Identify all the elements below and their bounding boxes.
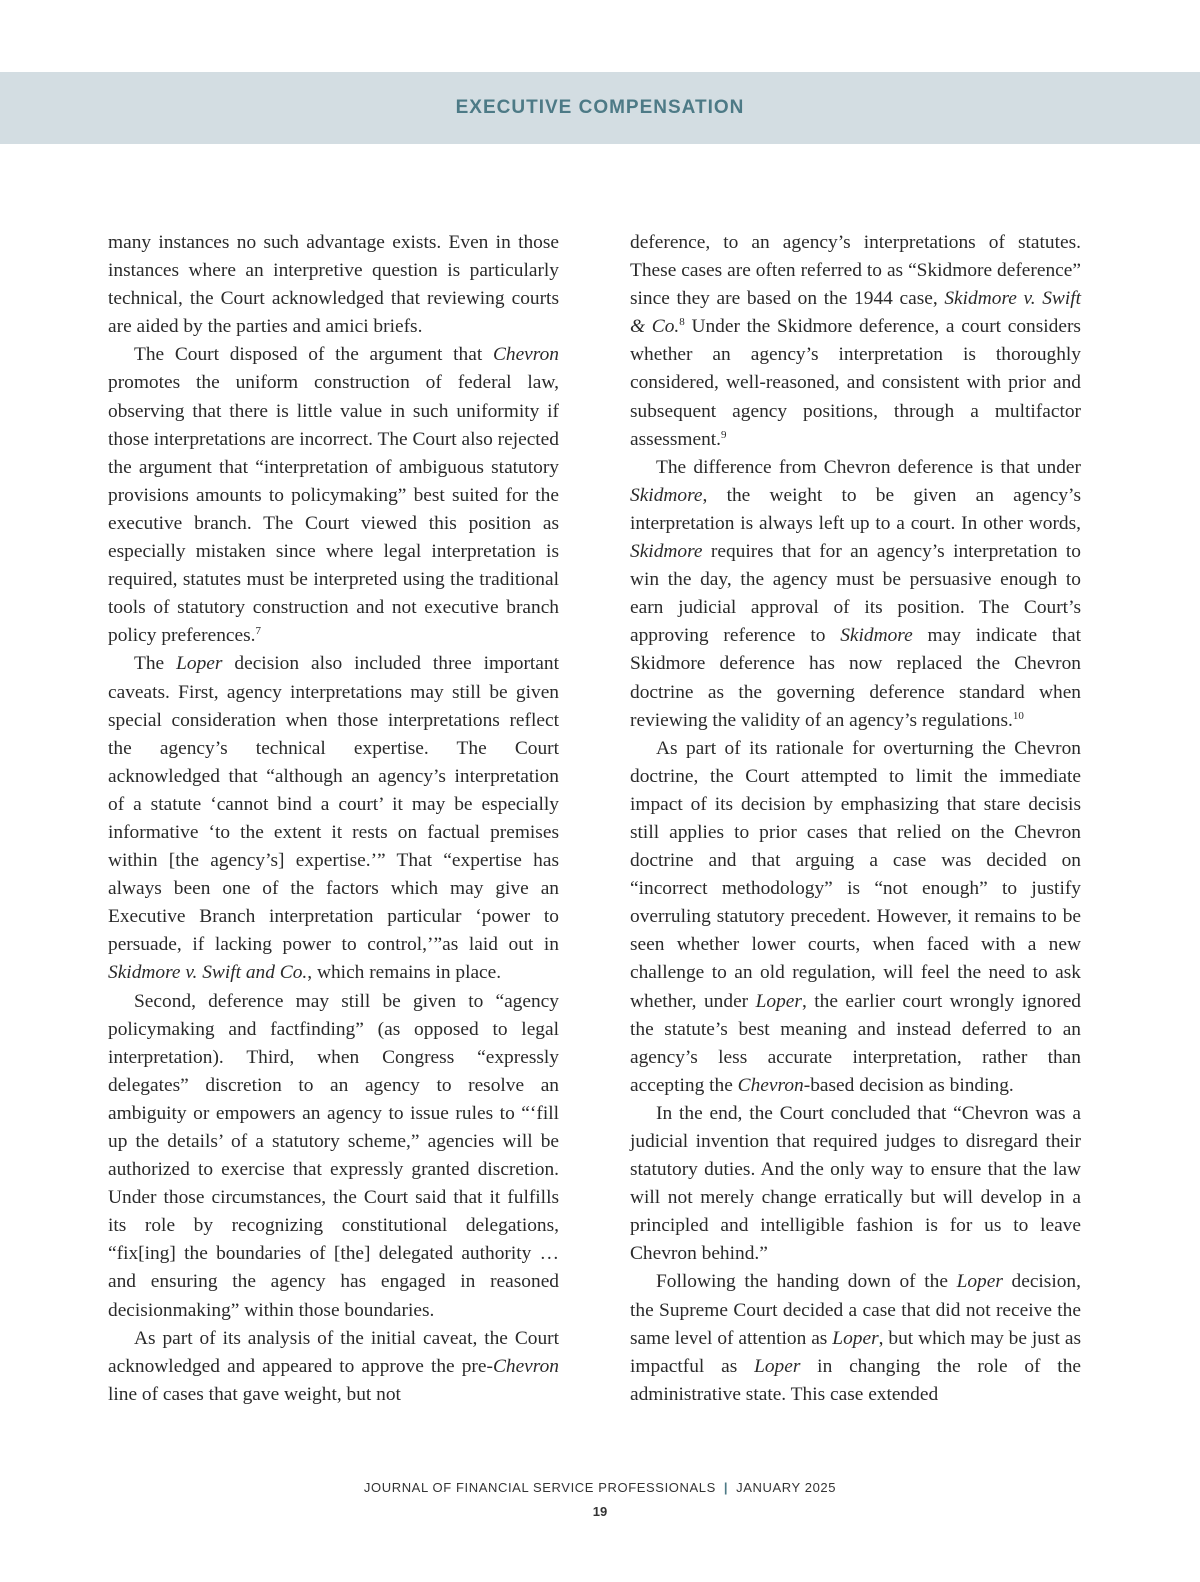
footnote-ref: 8: [679, 316, 685, 329]
footnote-ref: 7: [255, 625, 262, 638]
footnote-ref: 9: [721, 428, 727, 441]
footer-journal-line: [0, 1480, 1200, 1495]
footer-separator: |: [723, 1480, 729, 1495]
section-header-band: [0, 72, 1200, 144]
issue-date: JANUARY 2025: [736, 1480, 837, 1495]
paragraph: Second, deference may still be given to “agency policymaking and factfinding” (as opposed to legal interpretation). Third, when Congress “expressly delegates” discretion to an agency to resolve an ambiguity or empowers an agency to issue rules to “‘fill up the details’ of a statutory scheme,” agencies will be authorized to exercise that expressly granted discretion. Under those circumstances, the Court said that it fulfills its role by recognizing constitutional delegations, “fix[ing] the boundaries of [the] delegated authority … and ensuring the agency has engaged in reasoned decisionmaking” within those boundaries.: [108, 990, 559, 1321]
paragraph: The Court disposed of the argument that Chevron promotes the uniform construction of federal law, observing that there is little value in such uniformity if those interpretations are incorrect. The Court also rejected the argument that “interpretation of ambiguous statutory provisions amounts to policymaking” best suited for the executive branch. The Court viewed this position as especially mistaken since where legal interpretation is required, statutes must be interpreted using the traditional tools of statutory construction and not executive branch policy preferences.$^7$: [108, 344, 559, 647]
left-column: [108, 229, 559, 1409]
paragraph: In the end, the Court concluded that “Chevron was a judicial invention that required judges to disregard their statutory duties. And the only way to ensure that the law will not merely change erratically but will develop in a principled and intelligible fashion is for us to leave Chevron behind.”: [630, 1102, 1081, 1265]
paragraph: Following the handing down of the Loper decision, the Supreme Court decided a case that did not receive the same level of attention as Loper, but which may be just as impactful as Loper in changing the role of the administrative state. This case extended: [630, 1271, 1081, 1405]
paragraph: deference, to an agency’s interpretations of statutes. These cases are often referred to as “Skidmore deference” since they are based on the 1944 case, Skidmore v. Swift & Co.$^8$ Under the Skidmore deference, a court considers whether an agency’s interpretation is thoroughly considered, well-reasoned, and consistent with prior and subsequent agency positions, through a multifactor assessment.$^9$: [630, 232, 1081, 450]
paragraph: As part of its rationale for overturning the Chevron doctrine, the Court attempted to limit the immediate impact of its decision by emphasizing that stare decisis still applies to prior cases that relied on the Chevron doctrine and that arguing a case was decided on “incorrect methodology” is “not enough” to justify overruling statutory precedent. However, it remains to be seen whether lower courts, when faced with a new challenge to an old regulation, will feel the need to ask whether, under Loper, the earlier court wrongly ignored the statute’s best meaning and instead deferred to an agency’s less accurate interpretation, rather than accepting the Chevron-based decision as binding.: [630, 737, 1081, 1096]
footnote-ref: 10: [1012, 709, 1024, 722]
paragraph: The Loper decision also included three important caveats. First, agency interpretations may still be given special consideration when those interpretations reflect the agency’s technical expertise. The Court acknowledged that “although an agency’s interpretation of a statute ‘cannot bind a court’ it may be especially informative ‘to the extent it rests on factual premises within [the agency’s] expertise.’” That “expertise has always been one of the factors which may give an Executive Branch interpretation particular ‘power to persuade, if lacking power to control,’”as laid out in Skidmore v. Swift and Co., which remains in place.: [108, 653, 559, 984]
paragraph: The difference from Chevron deference is that under Skidmore, the weight to be given an agency’s interpretation is always left up to a court. In other words, Skidmore requires that for an agency’s interpretation to win the day, the agency must be persuasive enough to earn judicial approval of its position. The Court’s approving reference to Skidmore may indicate that Skidmore deference has now replaced the Chevron doctrine as the governing deference standard when reviewing the validity of an agency’s regulations.$^{10}$: [630, 456, 1081, 731]
journal-name: JOURNAL OF FINANCIAL SERVICE PROFESSIONALS: [363, 1480, 716, 1495]
right-column: [630, 229, 1081, 1409]
page-number: 19: [592, 1504, 608, 1519]
section-title: EXECUTIVE COMPENSATION: [455, 97, 745, 118]
paragraph: many instances no such advantage exists. Even in those instances where an interpretive question is particularly technical, the Court acknowledged that reviewing courts are aided by the parties and amici briefs.: [108, 232, 559, 338]
paragraph: As part of its analysis of the initial caveat, the Court acknowledged and appeared to approve the pre-Chevron line of cases that gave weight, but not: [108, 1327, 559, 1405]
